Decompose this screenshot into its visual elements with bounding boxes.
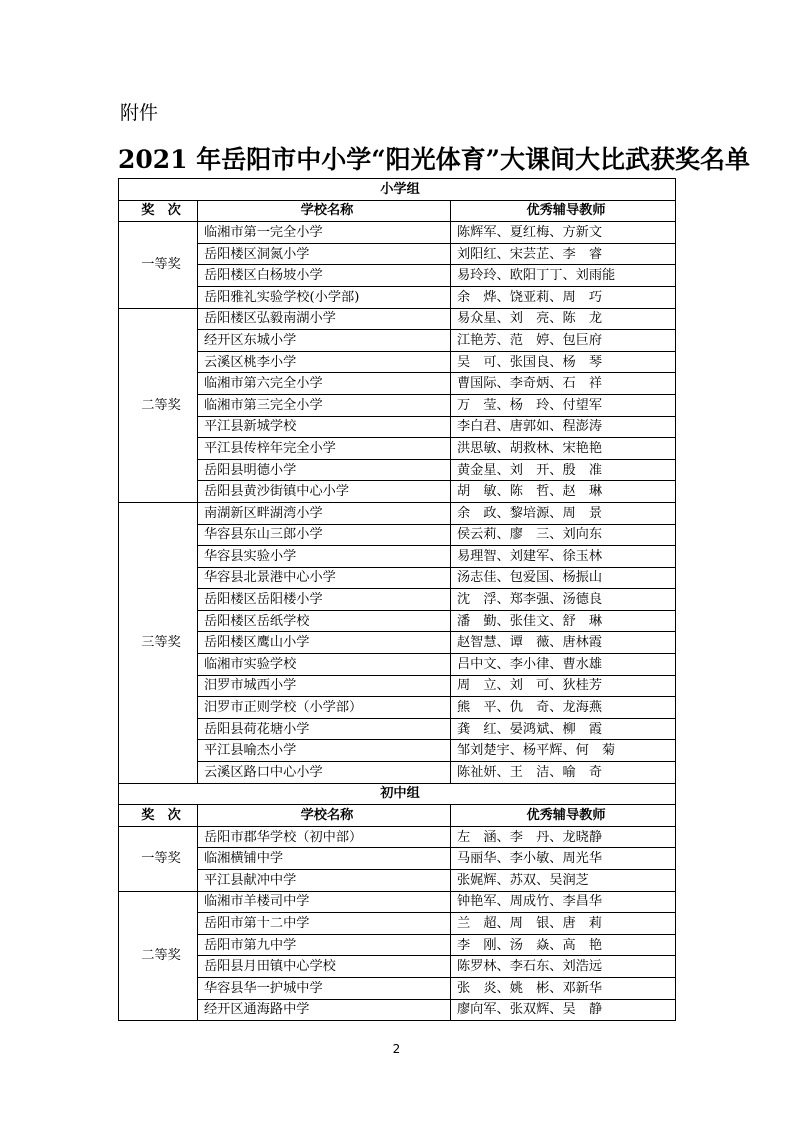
- table-row: [119, 848, 676, 870]
- school-name: 临湘市第一完全小学: [198, 222, 451, 244]
- table-row: [119, 740, 676, 762]
- teacher-names: 赵智慧、谭 薇、唐林霞: [451, 632, 676, 654]
- teacher-names: 左 涵、李 丹、龙晓静: [451, 826, 676, 848]
- school-name: 平江县新城学校: [198, 416, 451, 438]
- school-name: 平江县传梓年完全小学: [198, 438, 451, 460]
- teacher-names: 沈 浮、郑李强、汤德良: [451, 589, 676, 611]
- school-name: 云溪区路口中心小学: [198, 762, 451, 784]
- table-row: [119, 243, 676, 265]
- school-name: 汨罗市城西小学: [198, 675, 451, 697]
- award-level: 一等奖: [119, 826, 198, 891]
- table-row: [119, 502, 676, 524]
- teacher-names: 陈祉妍、王 洁、喻 奇: [451, 762, 676, 784]
- table-row: [119, 308, 676, 330]
- award-level: 二等奖: [119, 308, 198, 502]
- header-teachers: 优秀辅导教师: [451, 805, 676, 827]
- teacher-names: 陈罗林、李石东、刘浩远: [451, 956, 676, 978]
- teacher-names: 吴 可、张国良、杨 琴: [451, 351, 676, 373]
- table-row: [119, 567, 676, 589]
- school-name: 平江县献冲中学: [198, 870, 451, 892]
- table-row: [119, 934, 676, 956]
- table-row: [119, 654, 676, 676]
- award-table: [118, 178, 676, 1021]
- teacher-names: 易众星、刘 亮、陈 龙: [451, 308, 676, 330]
- teacher-names: 张娓辉、苏双、吴润芝: [451, 870, 676, 892]
- table-row: [119, 330, 676, 352]
- header-row: [119, 200, 676, 222]
- award-level: 三等奖: [119, 502, 198, 783]
- table-row: [119, 891, 676, 913]
- page-title: 2021 年岳阳市中小学“阳光体育”大课间大比武获奖名单: [118, 145, 751, 174]
- school-name: 临湘市第六完全小学: [198, 373, 451, 395]
- teacher-names: 钟艳军、周成竹、李昌华: [451, 891, 676, 913]
- school-name: 临湘横铺中学: [198, 848, 451, 870]
- school-name: 岳阳楼区白杨坡小学: [198, 265, 451, 287]
- teacher-names: 陈辉军、夏红梅、方新文: [451, 222, 676, 244]
- school-name: 华容县华一护城中学: [198, 977, 451, 999]
- teacher-names: 张 炎、姚 彬、邓新华: [451, 977, 676, 999]
- teacher-names: 廖向军、张双辉、吴 静: [451, 999, 676, 1021]
- school-name: 汨罗市正则学校（小学部）: [198, 697, 451, 719]
- table-row: [119, 697, 676, 719]
- table-row: [119, 913, 676, 935]
- table-row: [119, 351, 676, 373]
- teacher-names: 汤志佳、包爱国、杨振山: [451, 567, 676, 589]
- header-award: 奖 次: [119, 200, 198, 222]
- table-row: [119, 481, 676, 503]
- table-row: [119, 438, 676, 460]
- school-name: 岳阳县荷花塘小学: [198, 718, 451, 740]
- teacher-names: 胡 敏、陈 哲、赵 琳: [451, 481, 676, 503]
- teacher-names: 李白君、唐郭如、程澎涛: [451, 416, 676, 438]
- teacher-names: 周 立、刘 可、狄桂芳: [451, 675, 676, 697]
- header-row: [119, 805, 676, 827]
- table-row: [119, 762, 676, 784]
- teacher-names: 马丽华、李小敏、周光华: [451, 848, 676, 870]
- table-row: [119, 459, 676, 481]
- table-row: [119, 265, 676, 287]
- teacher-names: 潘 勤、张佳文、舒 琳: [451, 610, 676, 632]
- teacher-names: 洪思敏、胡救林、宋艳艳: [451, 438, 676, 460]
- award-level: 一等奖: [119, 222, 198, 308]
- teacher-names: 熊 平、仇 奇、龙海燕: [451, 697, 676, 719]
- school-name: 临湘市第三完全小学: [198, 394, 451, 416]
- award-level: 二等奖: [119, 891, 198, 1021]
- table-row: [119, 718, 676, 740]
- group-title: 初中组: [119, 783, 676, 805]
- school-name: 岳阳雅礼实验学校(小学部): [198, 286, 451, 308]
- teacher-names: 易理智、刘建军、徐玉林: [451, 546, 676, 568]
- teacher-names: 李 刚、汤 焱、高 艳: [451, 934, 676, 956]
- school-name: 岳阳楼区岳纸学校: [198, 610, 451, 632]
- school-name: 岳阳县明德小学: [198, 459, 451, 481]
- attachment-label: 附件: [120, 102, 159, 124]
- school-name: 岳阳市第十二中学: [198, 913, 451, 935]
- header-school: 学校名称: [198, 805, 451, 827]
- teacher-names: 曹国际、李奇炳、石 祥: [451, 373, 676, 395]
- table-row: [119, 286, 676, 308]
- school-name: 临湘市实验学校: [198, 654, 451, 676]
- teacher-names: 邹刘楚宇、杨平辉、何 菊: [451, 740, 676, 762]
- group-title: 小学组: [119, 179, 676, 201]
- teacher-names: 侯云莉、廖 三、刘向东: [451, 524, 676, 546]
- table-row: [119, 546, 676, 568]
- award-table-body: [119, 179, 676, 1021]
- table-row: [119, 956, 676, 978]
- table-row: [119, 373, 676, 395]
- table-row: [119, 524, 676, 546]
- teacher-names: 龚 红、晏鸿斌、柳 霞: [451, 718, 676, 740]
- school-name: 华容县东山三郎小学: [198, 524, 451, 546]
- table-row: [119, 416, 676, 438]
- header-school: 学校名称: [198, 200, 451, 222]
- teacher-names: 兰 超、周 银、唐 莉: [451, 913, 676, 935]
- school-name: 岳阳楼区岳阳楼小学: [198, 589, 451, 611]
- table-row: [119, 977, 676, 999]
- group-row: [119, 783, 676, 805]
- teacher-names: 余 烨、饶亚莉、周 巧: [451, 286, 676, 308]
- table-row: [119, 632, 676, 654]
- school-name: 平江县喻杰小学: [198, 740, 451, 762]
- teacher-names: 吕中文、李小律、曹水雄: [451, 654, 676, 676]
- school-name: 岳阳楼区洞氮小学: [198, 243, 451, 265]
- table-row: [119, 222, 676, 244]
- group-row: [119, 179, 676, 201]
- school-name: 岳阳市郡华学校（初中部）: [198, 826, 451, 848]
- header-award: 奖 次: [119, 805, 198, 827]
- table-row: [119, 394, 676, 416]
- school-name: 华容县北景港中心小学: [198, 567, 451, 589]
- table-row: [119, 999, 676, 1021]
- school-name: 经开区通海路中学: [198, 999, 451, 1021]
- teacher-names: 江艳芳、范 婷、包巨府: [451, 330, 676, 352]
- school-name: 岳阳县黄沙街镇中心小学: [198, 481, 451, 503]
- teacher-names: 刘阳红、宋芸芷、李 睿: [451, 243, 676, 265]
- school-name: 岳阳楼区弘毅南湖小学: [198, 308, 451, 330]
- table-row: [119, 675, 676, 697]
- teacher-names: 黄金星、刘 开、殷 准: [451, 459, 676, 481]
- table-row: [119, 589, 676, 611]
- teacher-names: 万 莹、杨 玲、付望军: [451, 394, 676, 416]
- teacher-names: 易玲玲、欧阳丁丁、刘雨能: [451, 265, 676, 287]
- header-teachers: 优秀辅导教师: [451, 200, 676, 222]
- school-name: 经开区东城小学: [198, 330, 451, 352]
- table-row: [119, 826, 676, 848]
- school-name: 岳阳县月田镇中心学校: [198, 956, 451, 978]
- school-name: 云溪区桃李小学: [198, 351, 451, 373]
- table-row: [119, 870, 676, 892]
- school-name: 南湖新区畔湖湾小学: [198, 502, 451, 524]
- school-name: 临湘市羊楼司中学: [198, 891, 451, 913]
- page-number: 2: [392, 1042, 401, 1056]
- school-name: 华容县实验小学: [198, 546, 451, 568]
- school-name: 岳阳楼区鹰山小学: [198, 632, 451, 654]
- table-row: [119, 610, 676, 632]
- teacher-names: 余 政、黎培源、周 景: [451, 502, 676, 524]
- school-name: 岳阳市第九中学: [198, 934, 451, 956]
